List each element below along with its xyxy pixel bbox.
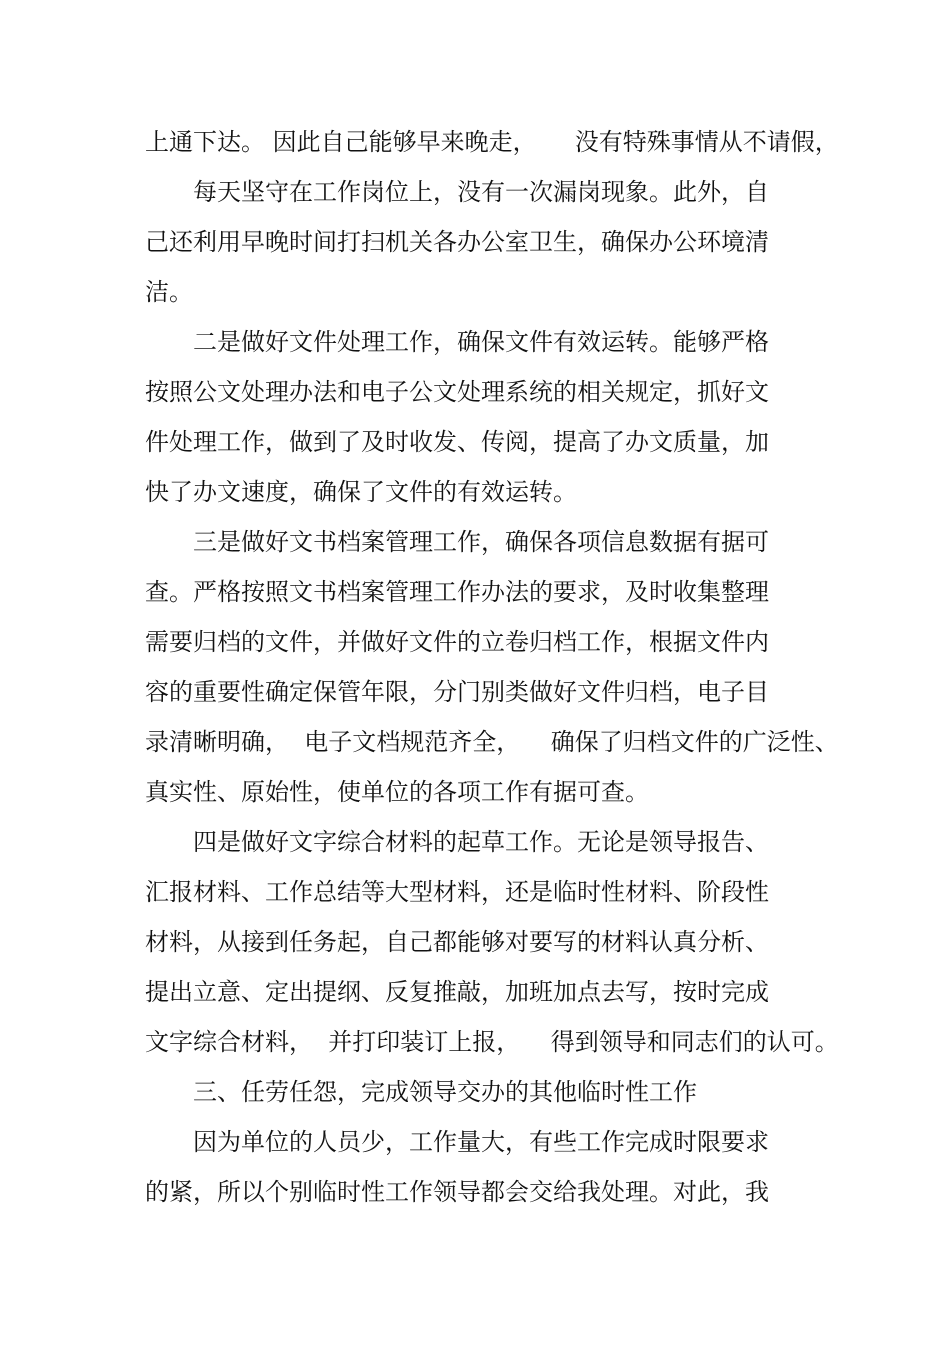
text-line-16: 汇报材料、工作总结等大型材料，还是临时性材料、阶段性 bbox=[145, 878, 769, 906]
text-line-5: 二是做好文件处理工作，确保文件有效运转。能够严格 bbox=[193, 328, 769, 356]
text-line-19: 文字综合材料， 并打印装订上报， 得到领导和同志们的认可。 bbox=[145, 1028, 839, 1056]
section-heading: 三、任劳任怨，完成领导交办的其他临时性工作 bbox=[193, 1078, 697, 1106]
text-line-11: 需要归档的文件，并做好文件的立卷归档工作，根据文件内 bbox=[145, 628, 769, 656]
text-line-13: 录清晰明确， 电子文档规范齐全， 确保了归档文件的广泛性、 bbox=[145, 728, 839, 756]
text-line-2: 每天坚守在工作岗位上，没有一次漏岗现象。此外，自 bbox=[193, 178, 769, 206]
text-line-14: 真实性、原始性，使单位的各项工作有据可查。 bbox=[145, 778, 649, 806]
text-line-10: 查。严格按照文书档案管理工作办法的要求，及时收集整理 bbox=[145, 578, 769, 606]
text-line-17: 材料，从接到任务起，自己都能够对要写的材料认真分析、 bbox=[145, 928, 769, 956]
text-line-9: 三是做好文书档案管理工作，确保各项信息数据有据可 bbox=[193, 528, 769, 556]
text-line-8: 快了办文速度，确保了文件的有效运转。 bbox=[145, 478, 577, 506]
text-line-4: 洁。 bbox=[145, 278, 193, 306]
text-line-6: 按照公文处理办法和电子公文处理系统的相关规定，抓好文 bbox=[145, 378, 769, 406]
text-line-12: 容的重要性确定保管年限，分门别类做好文件归档，电子目 bbox=[145, 678, 769, 706]
text-line-3: 己还利用早晚时间打扫机关各办公室卫生，确保办公环境清 bbox=[145, 228, 769, 256]
text-line-7: 件处理工作，做到了及时收发、传阅，提高了办文质量，加 bbox=[145, 428, 769, 456]
text-line-21: 因为单位的人员少，工作量大，有些工作完成时限要求 bbox=[193, 1128, 769, 1156]
text-line-1: 上通下达。 因此自己能够早来晚走， 没有特殊事情从不请假， bbox=[145, 128, 839, 156]
text-line-22: 的紧，所以个别临时性工作领导都会交给我处理。对此，我 bbox=[145, 1178, 769, 1206]
text-line-15: 四是做好文字综合材料的起草工作。无论是领导报告、 bbox=[193, 828, 769, 856]
text-line-18: 提出立意、定出提纲、反复推敲，加班加点去写，按时完成 bbox=[145, 978, 769, 1006]
